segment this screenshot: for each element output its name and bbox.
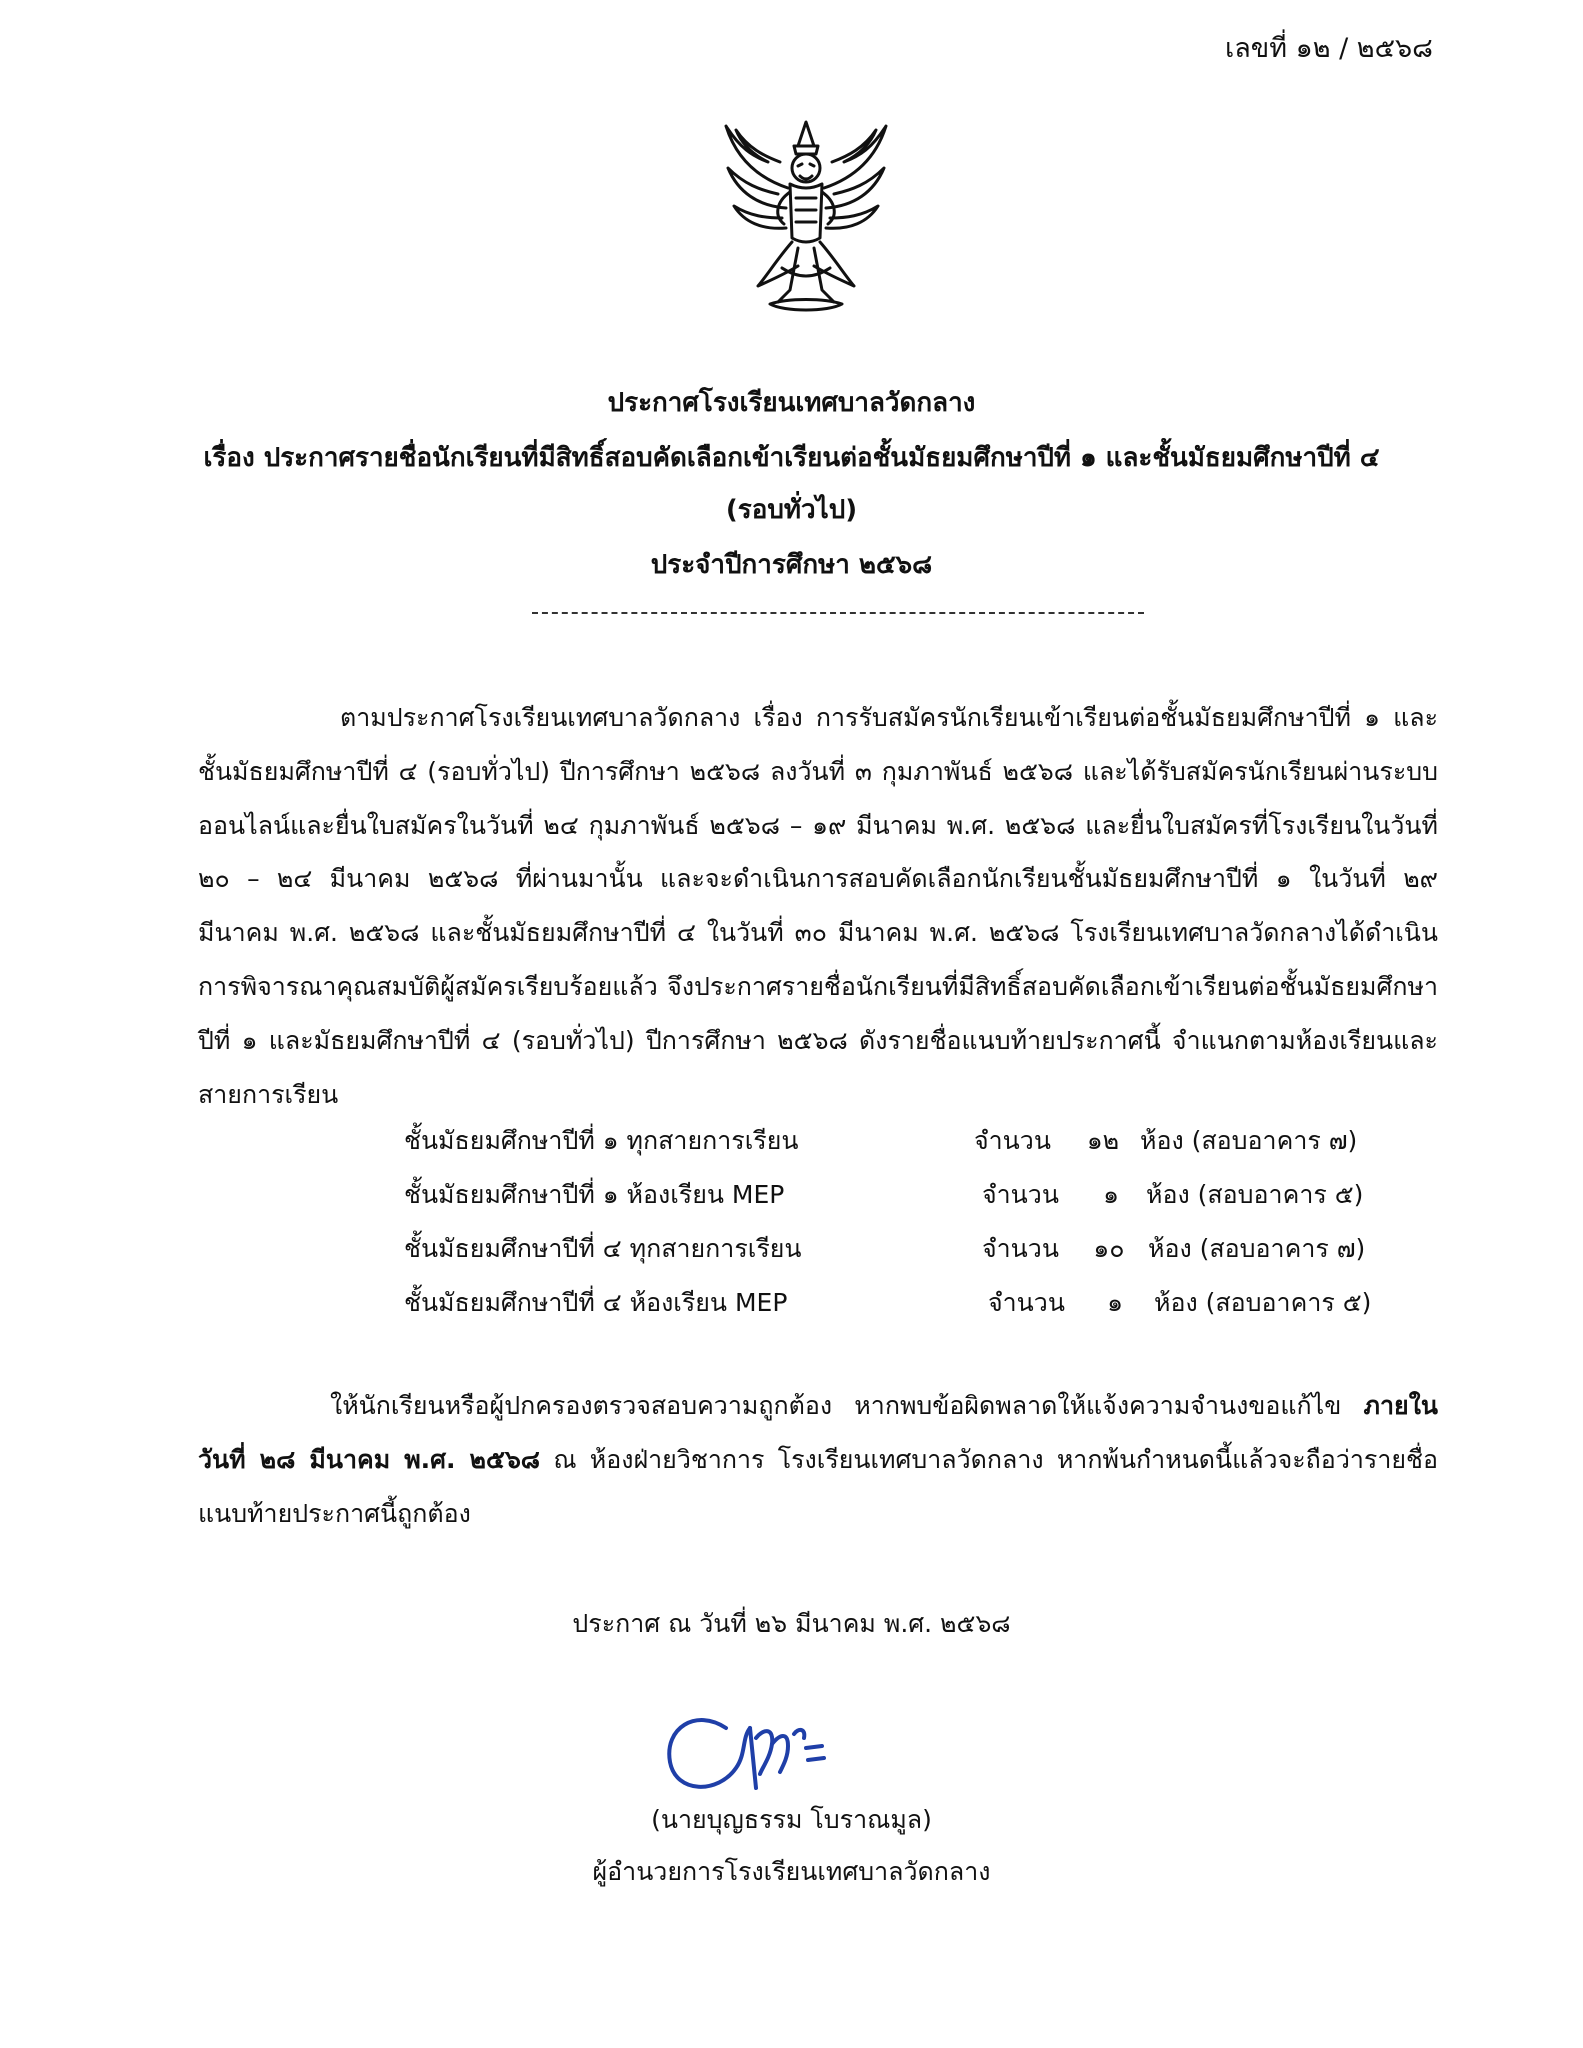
room-count-label: จำนวน	[988, 1288, 1065, 1317]
room-row	[404, 1175, 1404, 1229]
announcement-subject: เรื่อง ประกาศรายชื่อนักเรียนที่มีสิทธิ์สอบคัดเลือกเข้าเรียนต่อชั้นมัธยมศึกษาปีที่ ๑ และชั้นมัธยมศึกษาปีที่ ๔	[203, 443, 1380, 473]
room-row	[404, 1121, 1404, 1175]
announcement-year: ประจำปีการศึกษา ๒๕๖๘	[650, 550, 933, 580]
room-level: ชั้นมัธยมศึกษาปีที่ ๔ ห้องเรียน MEP	[404, 1288, 788, 1317]
room-count: ๑๒	[1086, 1126, 1120, 1155]
room-row	[404, 1283, 1404, 1337]
room-list	[404, 1121, 1404, 1337]
paragraph-2-rest: ณ ห้องฝ่ายวิชาการ โรงเรียนเทศบาลวัดกลาง หากพ้นกำหนดนี้แล้วจะถือว่ารายชื่อแนบท้ายประกาศนี้ถูกต้อง	[198, 1444, 1438, 1528]
room-unit: ห้อง (สอบอาคาร ๗)	[1140, 1126, 1358, 1155]
room-unit: ห้อง (สอบอาคาร ๕)	[1154, 1288, 1372, 1317]
announcement-title: ประกาศโรงเรียนเทศบาลวัดกลาง	[607, 388, 976, 418]
deadline-text: ภายในวันที่ ๒๘ มีนาคม พ.ศ. ๒๕๖๘	[198, 1391, 1438, 1474]
room-level: ชั้นมัธยมศึกษาปีที่ ๑ ทุกสายการเรียน	[404, 1126, 799, 1155]
signature-image	[656, 1698, 856, 1808]
room-count: ๑	[1107, 1288, 1123, 1317]
room-count: ๑๐	[1093, 1234, 1125, 1263]
room-row	[404, 1229, 1404, 1283]
room-count-label: จำนวน	[982, 1180, 1059, 1209]
signer-name: (นายบุญธรรม โบราณมูล)	[651, 1805, 932, 1834]
garuda-emblem-icon	[718, 118, 894, 318]
room-count: ๑	[1103, 1180, 1119, 1209]
separator-line	[532, 612, 1144, 614]
announcement-round: (รอบทั่วไป)	[725, 495, 858, 525]
room-count-label: จำนวน	[974, 1126, 1051, 1155]
signer-position: ผู้อำนวยการโรงเรียนเทศบาลวัดกลาง	[592, 1857, 991, 1886]
body-paragraph-2	[198, 1379, 1438, 1540]
room-unit: ห้อง (สอบอาคาร ๕)	[1146, 1180, 1364, 1209]
room-count-label: จำนวน	[982, 1234, 1059, 1263]
announcement-date: ประกาศ ณ วันที่ ๒๖ มีนาคม พ.ศ. ๒๕๖๘	[572, 1609, 1011, 1638]
room-level: ชั้นมัธยมศึกษาปีที่ ๑ ห้องเรียน MEP	[404, 1180, 785, 1209]
document-number: เลขที่ ๑๒ / ๒๕๖๘	[1224, 33, 1433, 64]
paragraph-2-intro: ให้นักเรียนหรือผู้ปกครองตรวจสอบความถูกต้อง หากพบข้อผิดพลาดให้แจ้งความจำนงขอแก้ไข	[330, 1391, 1364, 1420]
body-paragraph-1: ตามประกาศโรงเรียนเทศบาลวัดกลาง เรื่อง การรับสมัครนักเรียนเข้าเรียนต่อชั้นมัธยมศึกษาปีที่ ๑ และชั้นมัธยมศึกษาปีที่ ๔ (รอบทั่วไป) ปีการศึกษา ๒๕๖๘ ลงวันที่ ๓ กุมภาพันธ์ ๒๕๖๘ และได้รับสมัครนักเรียนผ่านระบบออนไลน์และยื่นใบสมัครในวันที่ ๒๔ กุมภาพันธ์ ๒๕๖๘ – ๑๙ มีนาคม พ.ศ. ๒๕๖๘ และยื่นใบสมัครที่โรงเรียนในวันที่ ๒๐ – ๒๔ มีนาคม ๒๕๖๘ ที่ผ่านมานั้น และจะดำเนินการสอบคัดเลือกนักเรียนชั้นมัธยมศึกษาปีที่ ๑ ในวันที่ ๒๙ มีนาคม พ.ศ. ๒๕๖๘ และชั้นมัธยมศึกษาปีที่ ๔ ในวันที่ ๓๐ มีนาคม พ.ศ. ๒๕๖๘ โรงเรียนเทศบาลวัดกลางได้ดำเนินการพิจารณาคุณสมบัติผู้สมัครเรียบร้อยแล้ว จึงประกาศรายชื่อนักเรียนที่มีสิทธิ์สอบคัดเลือกเข้าเรียนต่อชั้นมัธยมศึกษาปีที่ ๑ และมัธยมศึกษาปีที่ ๔ (รอบทั่วไป) ปีการศึกษา ๒๕๖๘ ดังรายชื่อแนบท้ายประกาศนี้ จำแนกตามห้องเรียนและสายการเรียน	[198, 703, 1438, 1109]
room-unit: ห้อง (สอบอาคาร ๗)	[1148, 1234, 1366, 1263]
room-level: ชั้นมัธยมศึกษาปีที่ ๔ ทุกสายการเรียน	[404, 1234, 802, 1263]
